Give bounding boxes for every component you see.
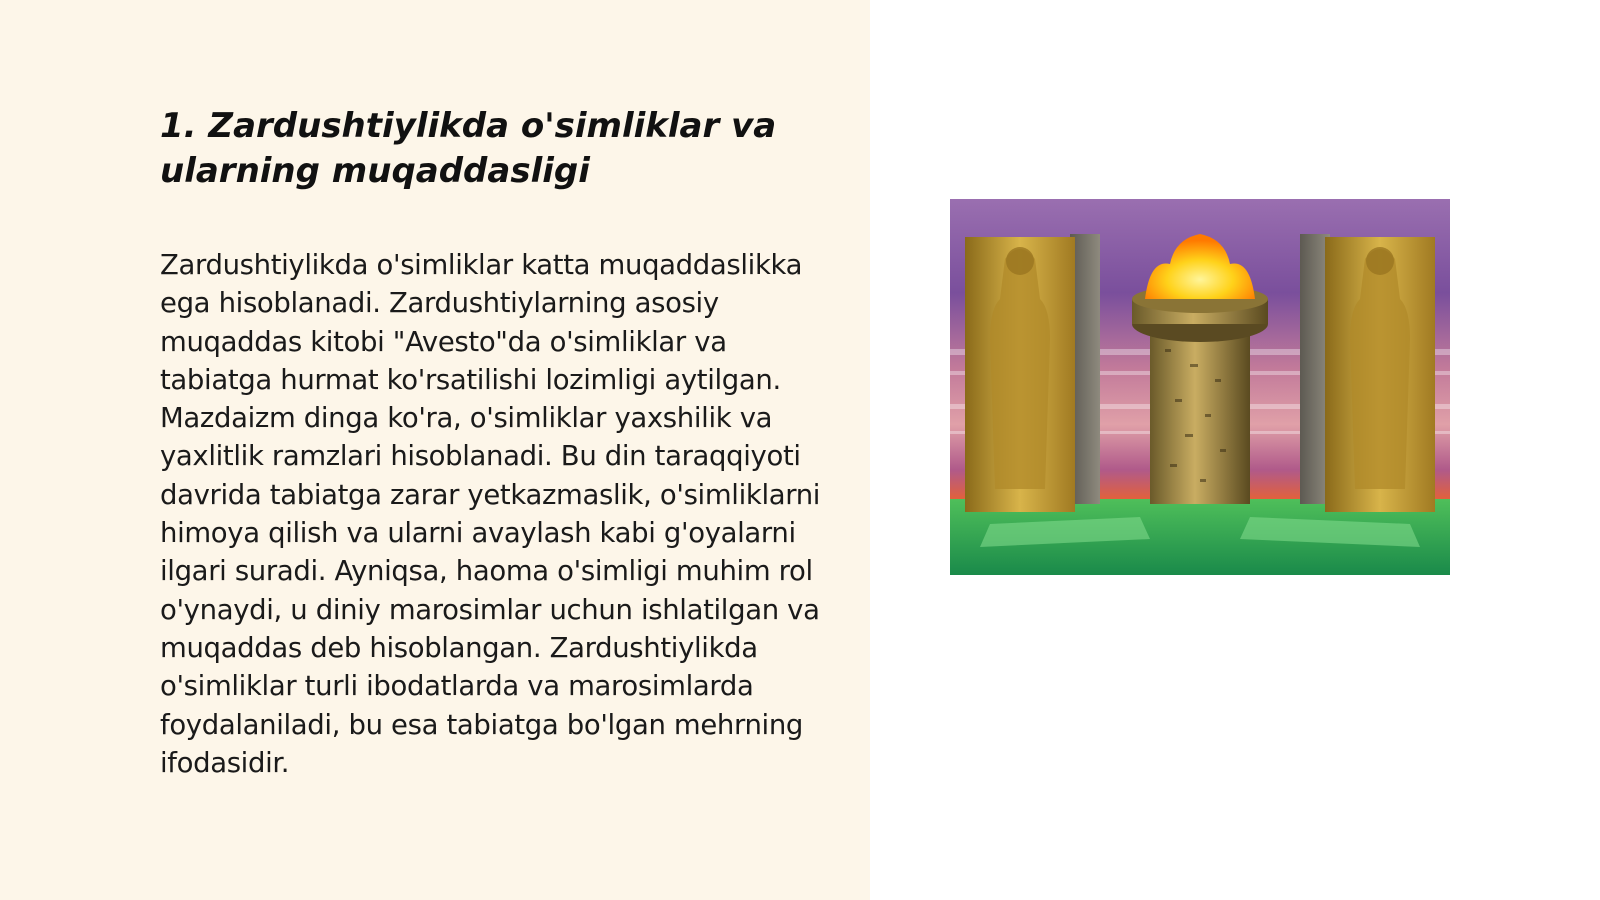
slide-body-text: Zardushtiylikda o'simliklar katta muqaddaslikka ega hisoblanadi. Zardushtiylarning asosiy muqaddas kitobi "Avesto"da o'simliklar va tabiatga hurmat ko'rsatilishi lozimligi aytilgan. Mazdaizm dinga ko'ra, o'simliklar yaxshilik va yaxlitlik ramzlari hisoblanadi. Bu din taraqqiyoti davrida tabiatga zarar yetkazmaslik, o'simliklarni himoya qilish va ularni avaylash kabi g'oyalarni ilgari suradi. Ayniqsa, haoma o'simligi muhim rol o'ynaydi, u diniy marosimlar uchun ishlatilgan va muqaddas deb hisoblangan. Zardushtiylikda o'simliklar turli ibodatlarda va marosimlarda foydalaniladi, bu esa tabiatga bo'lgan mehrning ifodasidir.: [160, 249, 821, 779]
zoroastrian-fire-temple-image: [950, 199, 1450, 575]
slide-title: 1. Zardushtiylikda o'simliklar va ularning muqaddasligi: [160, 106, 777, 191]
